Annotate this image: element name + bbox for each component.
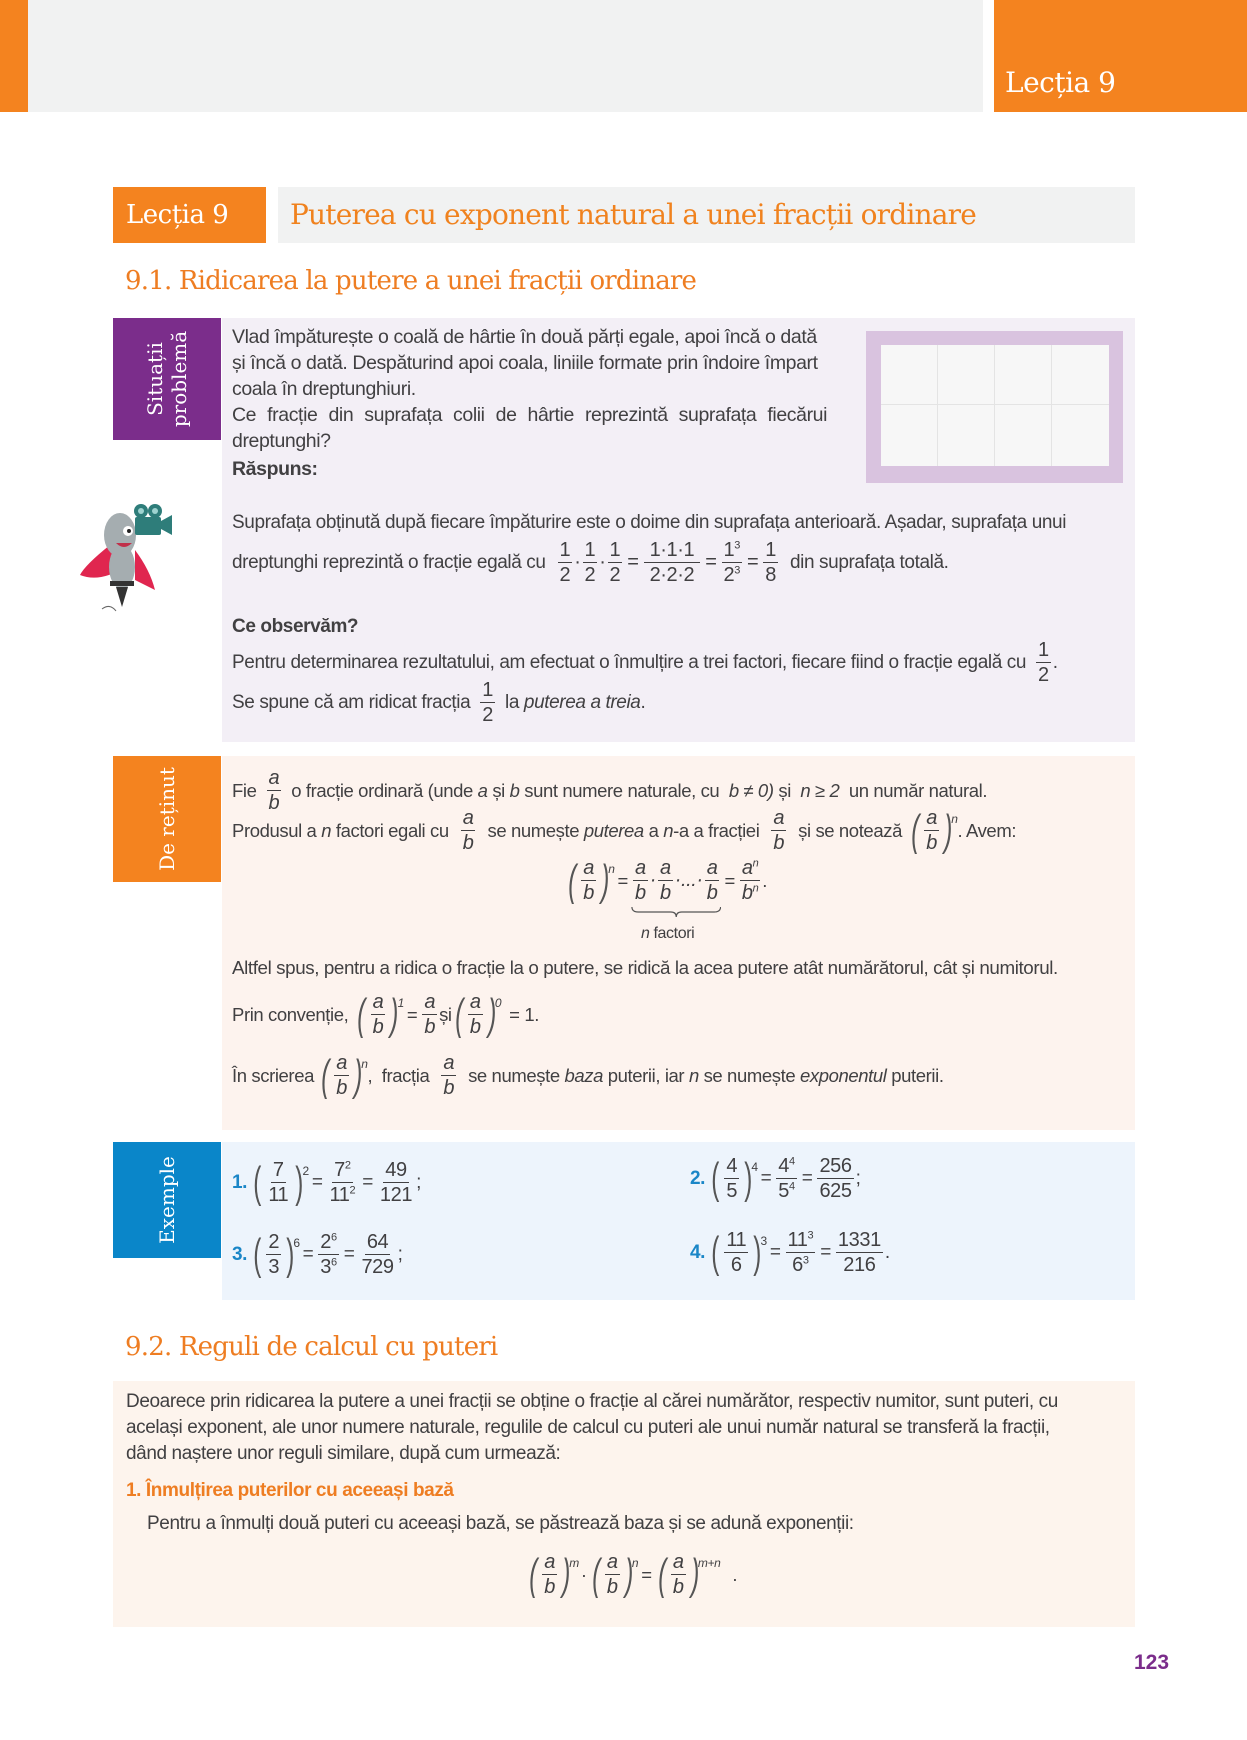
var: n (663, 820, 674, 841)
base: 5 (778, 1180, 790, 1202)
denominator: 2 (482, 704, 494, 726)
period: . (640, 692, 646, 713)
power-m-plus-n: ( $\frac{a}{b}$ ) m+n (657, 1549, 721, 1599)
numerator: a (606, 1551, 618, 1573)
header-lesson-label: Lecția 9 (1005, 66, 1116, 99)
example-number: 2. (690, 1168, 706, 1189)
denominator: 6 (730, 1254, 742, 1276)
numerator: 1 (482, 679, 494, 701)
exponent: m (569, 1556, 579, 1570)
observe-text: la (505, 692, 520, 713)
var: a (477, 780, 488, 801)
power-notation: ( $\frac{a}{b}$ ) n (911, 805, 958, 855)
remember-line-5 (232, 1050, 944, 1100)
fraction (583, 540, 598, 585)
exponent: 3 (734, 564, 740, 577)
denominator (722, 563, 742, 585)
problem-line: Ce fracție din suprafața colii de hârtie reprezintă suprafața fiecărui (232, 404, 828, 426)
numerator: a (583, 857, 594, 879)
problem-situation-label (113, 318, 221, 440)
exponent: 6 (331, 1231, 337, 1244)
ellipsis: ... (680, 869, 697, 891)
power-n: ( $\frac{a}{b}$ ) n (591, 1549, 639, 1599)
remember-line-2 (232, 805, 1132, 855)
numerator: a (634, 857, 646, 879)
text: și (778, 780, 791, 801)
examples-label (113, 1142, 221, 1258)
remember-label (113, 756, 221, 882)
problem-line: coala în dreptunghiuri. (232, 378, 416, 400)
numerator: a (443, 1052, 455, 1074)
text: o fracție ordinară (unde (291, 780, 473, 801)
problem-line: și încă o dată. Despăturind apoi coala, liniile formate prin îndoire împart (232, 352, 818, 374)
observe-label: Ce observăm? (232, 616, 359, 637)
text: Prin convenție, (232, 1004, 349, 1025)
exponent: 3 (802, 1254, 809, 1267)
denominator: 216 (843, 1254, 876, 1276)
power-zero: ( $\frac{a}{b}$ ) 0 (454, 989, 502, 1039)
numerator (722, 540, 742, 563)
fraction-one-half (1034, 640, 1053, 685)
exponent: 6 (293, 1236, 300, 1250)
text: un număr natural. (848, 780, 988, 801)
fraction (644, 540, 701, 585)
page-number: 123 (1134, 1651, 1170, 1674)
denominator: b (706, 882, 718, 904)
text: se numește (487, 820, 580, 841)
numerator (740, 858, 760, 881)
examples-label-text: Exemple (155, 1156, 179, 1244)
exponent: n (752, 882, 759, 895)
base: a (741, 857, 753, 879)
exponent: 4 (789, 1155, 795, 1168)
text: În scrierea (232, 1065, 314, 1086)
numerator: 1 (1038, 639, 1049, 661)
denominator: b (659, 882, 671, 904)
denominator: 2 (1038, 664, 1049, 686)
equals: = (705, 551, 717, 573)
base: b (741, 882, 753, 904)
section-heading-9-1: 9.1. Ridicarea la putere a unei fracții ordinare (125, 266, 697, 296)
denominator: 3 (268, 1256, 280, 1278)
equals: = (747, 551, 759, 573)
condition: n ≥ 2 (800, 780, 840, 801)
condition: b ≠ 0) (728, 780, 774, 801)
denominator: 2 (584, 564, 596, 586)
denominator: 8 (765, 564, 777, 586)
intro-line: același exponent, ale unor numere naturale, regulile de calcul cu puteri ale unui număr natural se transferă la fracții, (126, 1417, 1050, 1438)
answer-line-2 (232, 540, 1132, 585)
remember-line-3: Altfel spus, pentru a ridica o fracție la o putere, se ridică la acea putere atât numărătorul, cât și numitorul. (232, 957, 1058, 978)
var: n (321, 820, 332, 841)
problem-line: dreptunghi? (232, 430, 331, 452)
fraction (763, 540, 778, 585)
numerator: 64 (366, 1231, 389, 1253)
header-lesson-tab (994, 0, 1247, 112)
numerator: a (706, 857, 718, 879)
denominator: 5 (726, 1180, 738, 1202)
numerator: 1 (765, 539, 777, 561)
numerator: a (462, 807, 474, 829)
numerator (318, 1232, 338, 1255)
exponent: 0 (494, 996, 502, 1010)
denominator (790, 1253, 810, 1275)
example-item: 4. ( $\frac{11}{6}$ ) 3 = $\frac{11^3}{6^3}$ = $\frac{1331}{216}$ . (690, 1227, 890, 1277)
example-power: ( $\frac{4}{5}$ ) 4 (711, 1153, 758, 1203)
period: . (1052, 652, 1058, 673)
exponent: 3 (760, 1234, 767, 1248)
exponent: 3 (807, 1229, 814, 1242)
text: și (492, 780, 505, 801)
rule-1-formula: ( $\frac{a}{b}$ ) m · ( $\frac{a}{b}$ ) n = ( $\frac{a}{b}$ ) m+n . (526, 1552, 737, 1597)
numerator: a (372, 991, 384, 1013)
example-power: ( $\frac{7}{11}$ ) 2 (253, 1157, 309, 1207)
text: puterii, iar (607, 1065, 685, 1086)
intro-line: dând naștere unor reguli similare, după cum urmează: (126, 1443, 561, 1464)
header-accent-strip (0, 0, 28, 112)
observe-text: Se spune că am ridicat fracția (232, 692, 471, 713)
numerator: a (926, 807, 937, 829)
example-number: 1. (232, 1172, 248, 1193)
text: = 1. (509, 1004, 539, 1025)
text: . Avem: (957, 820, 1017, 841)
lesson-title: Puterea cu exponent natural a unei fracții ordinare (278, 187, 1135, 243)
denominator (740, 881, 760, 903)
numerator (776, 1156, 796, 1179)
numerator: a (268, 767, 280, 789)
denominator (318, 1255, 338, 1277)
denominator (328, 1183, 358, 1205)
base: 7 (334, 1159, 345, 1181)
var: n (688, 1065, 699, 1086)
rule-1-text: Pentru a înmulți două puteri cu aceeași bază, se păstrează baza și se adună exponenții: (147, 1513, 854, 1534)
numerator: a (336, 1052, 347, 1074)
problem-label-line1: Situații (142, 342, 167, 416)
exponent: m+n (697, 1556, 721, 1570)
superhero-pen-mascot-icon (80, 495, 190, 615)
observe-line-1 (232, 640, 1132, 685)
power-one: ( $\frac{a}{b}$ ) 1 (357, 989, 404, 1039)
problem-label-line2: problemă (166, 330, 191, 428)
exponent: 4 (751, 1160, 758, 1174)
numerator: a (544, 1551, 555, 1573)
fraction-one-half (478, 680, 497, 725)
fraction-a-over-b (459, 808, 478, 853)
punctuation: ; (416, 1172, 421, 1193)
exponent: n (608, 862, 615, 876)
power-notation: ( $\frac{a}{b}$ ) n (321, 1050, 368, 1100)
var: n (640, 925, 650, 942)
fraction (608, 540, 623, 585)
denominator: 2 (609, 564, 621, 586)
text: fracția (381, 1065, 430, 1086)
text: Produsul a (232, 820, 317, 841)
dot-operator: · (599, 551, 606, 573)
text: , (367, 1065, 373, 1086)
power-definition-formula: ( $\frac{a}{b}$ ) n = $\frac{a}{b}$ · $\frac{a}{b}$ · ... · $\frac{a}{b}$ n factori = $\frac{a^n}{b^n}$ . (565, 858, 767, 903)
text: sunt numere naturale, cu (524, 780, 720, 801)
numerator: a (659, 857, 671, 879)
denominator: b (443, 1077, 455, 1099)
intro-line: Deoarece prin ridicarea la putere a unei fracții se obține o fracție al cărei numărător, respectiv numitor, sunt puteri, cu (126, 1391, 1058, 1412)
rules-intro (126, 1389, 1131, 1467)
example-power: ( $\frac{2}{3}$ ) 6 (253, 1229, 300, 1279)
denominator: 2 (559, 564, 571, 586)
numerator: 2 (268, 1231, 280, 1253)
exponent: 1 (397, 996, 404, 1010)
rule-1-title: 1. Înmulțirea puterilor cu aceeași bază (126, 1480, 454, 1501)
punctuation: ; (397, 1244, 403, 1265)
lesson-badge: Lecția 9 (113, 187, 266, 243)
remember-label-text: De reținut (154, 767, 179, 871)
base: 4 (778, 1155, 790, 1177)
exponent: n (951, 812, 958, 826)
italic-text: exponentul (799, 1065, 887, 1086)
problem-line: Vlad împăturește o coală de hârtie în două părți egale, apoi încă o dată (232, 326, 817, 348)
italic-text: puterea (583, 820, 644, 841)
convention-line: Prin convenție, ( $\frac{a}{b}$ ) 1 = $\frac{a}{b}$ și ( $\frac{a}{b}$ ) 0 = 1. (232, 989, 539, 1039)
text: și (439, 1004, 452, 1025)
n-factors-label: n factori (640, 925, 695, 942)
text: puterii. (891, 1065, 944, 1086)
base: 2 (723, 564, 735, 586)
base: 11 (787, 1229, 808, 1251)
section-heading-9-2: 9.2. Reguli de calcul cu puteri (125, 1332, 498, 1362)
fraction-a-over-b (265, 768, 284, 813)
dot-operator: · (574, 551, 581, 573)
numerator: 256 (819, 1155, 852, 1177)
exponent: 6 (331, 1256, 337, 1269)
product-factors: $\frac{a}{b}$ · $\frac{a}{b}$ · ... · $\frac{a}{b}$ n factori (631, 858, 721, 903)
power-notation: ( $\frac{a}{b}$ ) n (568, 855, 615, 905)
exponent: 4 (789, 1180, 795, 1193)
numerator: a (469, 991, 481, 1013)
denominator: b (634, 882, 646, 904)
equals: = (627, 551, 639, 573)
text: și se notează (798, 820, 902, 841)
power-m: ( $\frac{a}{b}$ ) m (529, 1549, 579, 1599)
denominator: b (672, 1576, 684, 1598)
numerator: 1 (559, 539, 571, 561)
answer-line2-text: dreptunghi reprezintă o fracție egală cu (232, 552, 546, 573)
example-item: 1. ( $\frac{7}{11}$ ) 2 = $\frac{7^2}{11^2}$ = $\frac{49}{121}$ ; (232, 1157, 421, 1207)
denominator: b (469, 1016, 481, 1038)
denominator: b (372, 1016, 384, 1038)
exponent: 2 (349, 1184, 356, 1197)
remember-line-1 (232, 768, 1132, 813)
denominator: b (336, 1077, 347, 1099)
fraction (558, 540, 573, 585)
denominator: 121 (379, 1184, 413, 1206)
exponent: 3 (734, 539, 740, 552)
text: -a a fracției (673, 820, 760, 841)
text: factori egali cu (335, 820, 449, 841)
denominator: 11 (268, 1184, 289, 1206)
numerator: 1331 (837, 1229, 881, 1251)
denominator: b (583, 882, 594, 904)
answer-formula (556, 540, 780, 585)
text: a (648, 820, 659, 841)
denominator: b (268, 792, 280, 814)
denominator: 729 (361, 1256, 394, 1278)
numerator: 7 (272, 1159, 284, 1181)
example-number: 4. (690, 1242, 706, 1263)
text: Fie (232, 780, 257, 801)
numerator: a (424, 991, 436, 1013)
example-power: ( $\frac{11}{6}$ ) 3 (711, 1227, 767, 1277)
denominator: 625 (819, 1180, 852, 1202)
exponent: 2 (344, 1159, 351, 1172)
denominator: b (424, 1016, 436, 1038)
example-number: 3. (232, 1244, 248, 1265)
denominator: 2·2·2 (649, 564, 695, 586)
exponent: n (361, 1057, 368, 1071)
answer-line-1: Suprafața obținută după fiecare împăturire este o doime din suprafața anterioară. Așadar, suprafața unui (232, 512, 1067, 533)
denominator: b (462, 832, 474, 854)
text: se numește (468, 1065, 560, 1086)
header-band (28, 0, 983, 112)
numerator: a (672, 1551, 684, 1573)
paper-sheet (881, 345, 1109, 466)
exponent: 2 (302, 1164, 309, 1178)
denominator: b (926, 832, 937, 854)
base: 6 (792, 1254, 803, 1276)
example-item: 2. ( $\frac{4}{5}$ ) 4 = $\frac{4^4}{5^4}$ = $\frac{256}{625}$ ; (690, 1153, 861, 1203)
denominator: b (773, 832, 785, 854)
observe-text: Pentru determinarea rezultatului, am efectuat o înmulțire a trei factori, fiecare fiind o fracție egală cu (232, 652, 1027, 673)
numerator (786, 1230, 816, 1253)
numerator: 1 (609, 539, 621, 561)
observe-line-2 (232, 680, 1132, 725)
numerator: 1 (584, 539, 596, 561)
numerator: 49 (385, 1159, 407, 1181)
text: se numește (703, 1065, 796, 1086)
observe-italic: puterea a treia (523, 692, 641, 713)
punctuation: ; (855, 1168, 861, 1189)
example-item: 3. ( $\frac{2}{3}$ ) 6 = $\frac{2^6}{3^6}$ = $\frac{64}{729}$ ; (232, 1229, 403, 1279)
base: 3 (320, 1256, 332, 1278)
numerator (332, 1160, 352, 1183)
answer-line2-end: din suprafața totală. (790, 552, 949, 573)
denominator: b (544, 1576, 555, 1598)
underbrace-icon (631, 906, 721, 918)
answer-label: Răspuns: (232, 458, 318, 480)
problem-text (232, 324, 852, 482)
denominator: b (606, 1576, 618, 1598)
italic-text: baza (564, 1065, 603, 1086)
fraction (722, 540, 742, 585)
numerator: a (773, 807, 785, 829)
base: 1 (723, 539, 735, 561)
var: b (509, 780, 520, 801)
numerator: 4 (726, 1155, 738, 1177)
numerator: 11 (726, 1229, 747, 1251)
denominator (776, 1179, 796, 1201)
folded-paper-photo (866, 331, 1123, 483)
punctuation: . (884, 1242, 890, 1263)
base: 11 (329, 1184, 350, 1206)
exponent: n (752, 857, 759, 870)
numerator: 1·1·1 (644, 540, 701, 563)
base: 2 (320, 1231, 332, 1253)
exponent: n (631, 1556, 639, 1570)
fraction-a-over-b (769, 808, 788, 853)
